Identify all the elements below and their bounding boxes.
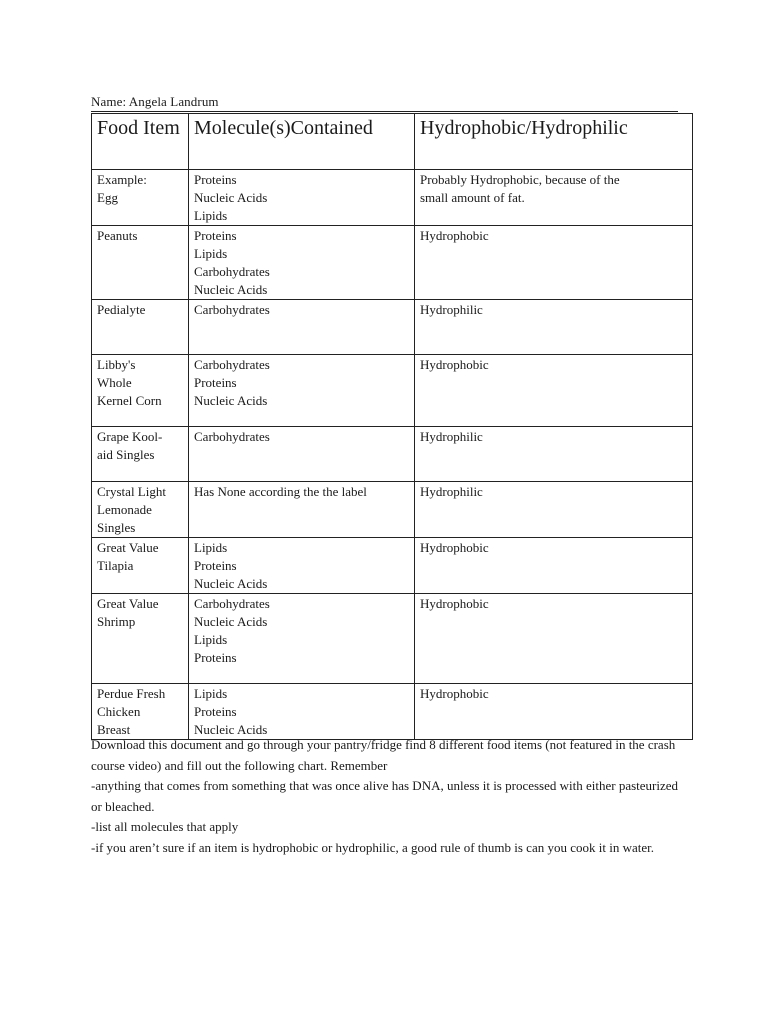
molecules-cell bbox=[189, 482, 415, 538]
table-row bbox=[92, 538, 693, 594]
hydro-cell bbox=[415, 482, 693, 538]
hydro-cell bbox=[415, 170, 693, 226]
cell-text: Probably Hydrophobic, because of the bbox=[420, 172, 620, 187]
cell-text: Singles bbox=[97, 520, 136, 535]
molecules-cell bbox=[189, 226, 415, 300]
cell-text: Proteins bbox=[194, 650, 237, 665]
cell-text: Lemonade bbox=[97, 502, 152, 517]
table-row bbox=[92, 594, 693, 684]
hydro-cell bbox=[415, 300, 693, 355]
cell-text: Lipids bbox=[194, 246, 228, 261]
cell-text: Proteins bbox=[194, 558, 237, 573]
food-cell bbox=[92, 170, 189, 226]
table-row bbox=[92, 684, 693, 740]
food-cell bbox=[92, 482, 189, 538]
instruction-text: -list all molecules that apply bbox=[91, 819, 239, 834]
hydro-cell bbox=[415, 538, 693, 594]
molecules-cell bbox=[189, 538, 415, 594]
cell-text: Pedialyte bbox=[97, 302, 146, 317]
cell-text: Breast bbox=[97, 722, 131, 737]
cell-text: Hydrophobic bbox=[420, 357, 489, 372]
cell-text: Proteins bbox=[194, 375, 237, 390]
cell-text: Nucleic Acids bbox=[194, 190, 268, 205]
table-row bbox=[92, 226, 693, 300]
cell-text: Nucleic Acids bbox=[194, 722, 268, 737]
instruction-text: Download this document and go through your pantry/fridge find 8 different food items (not featured in the crash course video) and fill out the following chart. Remember bbox=[91, 737, 676, 773]
cell-text: aid Singles bbox=[97, 447, 155, 462]
header-food-item: Food Item bbox=[92, 114, 189, 170]
molecules-cell bbox=[189, 355, 415, 427]
cell-text: Carbohydrates bbox=[194, 596, 270, 611]
cell-text: Hydrophilic bbox=[420, 302, 483, 317]
cell-text: Hydrophilic bbox=[420, 484, 483, 499]
table-row bbox=[92, 300, 693, 355]
cell-text: Hydrophobic bbox=[420, 228, 489, 243]
cell-text: small amount of fat. bbox=[420, 190, 525, 205]
cell-text: Carbohydrates bbox=[194, 264, 270, 279]
student-name: Name: Angela Landrum bbox=[91, 94, 219, 109]
cell-text: Grape Kool- bbox=[97, 429, 163, 444]
molecules-cell bbox=[189, 170, 415, 226]
cell-text: Example: bbox=[97, 172, 147, 187]
hydro-cell bbox=[415, 427, 693, 482]
cell-text: Carbohydrates bbox=[194, 429, 270, 444]
table-row bbox=[92, 170, 693, 226]
table-header-row bbox=[92, 114, 693, 170]
cell-text: Egg bbox=[97, 190, 118, 205]
table-row bbox=[92, 355, 693, 427]
name-underline bbox=[91, 111, 678, 112]
food-cell bbox=[92, 427, 189, 482]
molecules-cell bbox=[189, 684, 415, 740]
header-molecules: Molecule(s)Contained bbox=[189, 114, 415, 170]
cell-text: Hydrophobic bbox=[420, 686, 489, 701]
cell-text: Proteins bbox=[194, 172, 237, 187]
cell-text: Proteins bbox=[194, 704, 237, 719]
food-cell bbox=[92, 355, 189, 427]
molecules-cell bbox=[189, 594, 415, 684]
hydro-cell bbox=[415, 355, 693, 427]
food-cell bbox=[92, 684, 189, 740]
cell-text: Whole bbox=[97, 375, 132, 390]
cell-text: Kernel Corn bbox=[97, 393, 162, 408]
food-cell bbox=[92, 538, 189, 594]
cell-text: Nucleic Acids bbox=[194, 576, 268, 591]
molecules-cell bbox=[189, 427, 415, 482]
cell-text: Has None according the the label bbox=[194, 484, 367, 499]
cell-text: Great Value bbox=[97, 596, 159, 611]
hydro-cell bbox=[415, 684, 693, 740]
cell-text: Tilapia bbox=[97, 558, 134, 573]
table-row bbox=[92, 482, 693, 538]
food-cell bbox=[92, 226, 189, 300]
cell-text: Crystal Light bbox=[97, 484, 166, 499]
hydro-cell bbox=[415, 594, 693, 684]
cell-text: Nucleic Acids bbox=[194, 282, 268, 297]
cell-text: Lipids bbox=[194, 632, 228, 647]
cell-text: Lipids bbox=[194, 540, 228, 555]
cell-text: Lipids bbox=[194, 686, 228, 701]
cell-text: Nucleic Acids bbox=[194, 393, 268, 408]
instructions bbox=[91, 735, 691, 858]
cell-text: Shrimp bbox=[97, 614, 136, 629]
cell-text: Carbohydrates bbox=[194, 357, 270, 372]
cell-text: Chicken bbox=[97, 704, 141, 719]
cell-text: Great Value bbox=[97, 540, 159, 555]
instruction-text: -if you aren’t sure if an item is hydrophobic or hydrophilic, a good rule of thumb is can you cook it in water. bbox=[91, 839, 654, 855]
cell-text: Carbohydrates bbox=[194, 302, 270, 317]
cell-text: Hydrophilic bbox=[420, 429, 483, 444]
cell-text: Libby's bbox=[97, 357, 136, 372]
cell-text: Lipids bbox=[194, 208, 228, 223]
molecules-cell bbox=[189, 300, 415, 355]
hydro-cell bbox=[415, 226, 693, 300]
cell-text: Hydrophobic bbox=[420, 540, 489, 555]
cell-text: Proteins bbox=[194, 228, 237, 243]
cell-text: Perdue Fresh bbox=[97, 686, 166, 701]
cell-text: Hydrophobic bbox=[420, 596, 489, 611]
food-cell bbox=[92, 300, 189, 355]
instruction-text: -anything that comes from something that was once alive has DNA, unless it is processed with either pasteurized or bleached. bbox=[91, 778, 679, 814]
cell-text: Nucleic Acids bbox=[194, 614, 268, 629]
food-cell bbox=[92, 594, 189, 684]
table-row bbox=[92, 427, 693, 482]
header-hydro: Hydrophobic/Hydrophilic bbox=[415, 114, 693, 170]
cell-text: Peanuts bbox=[97, 228, 138, 243]
food-molecule-table bbox=[91, 113, 693, 740]
